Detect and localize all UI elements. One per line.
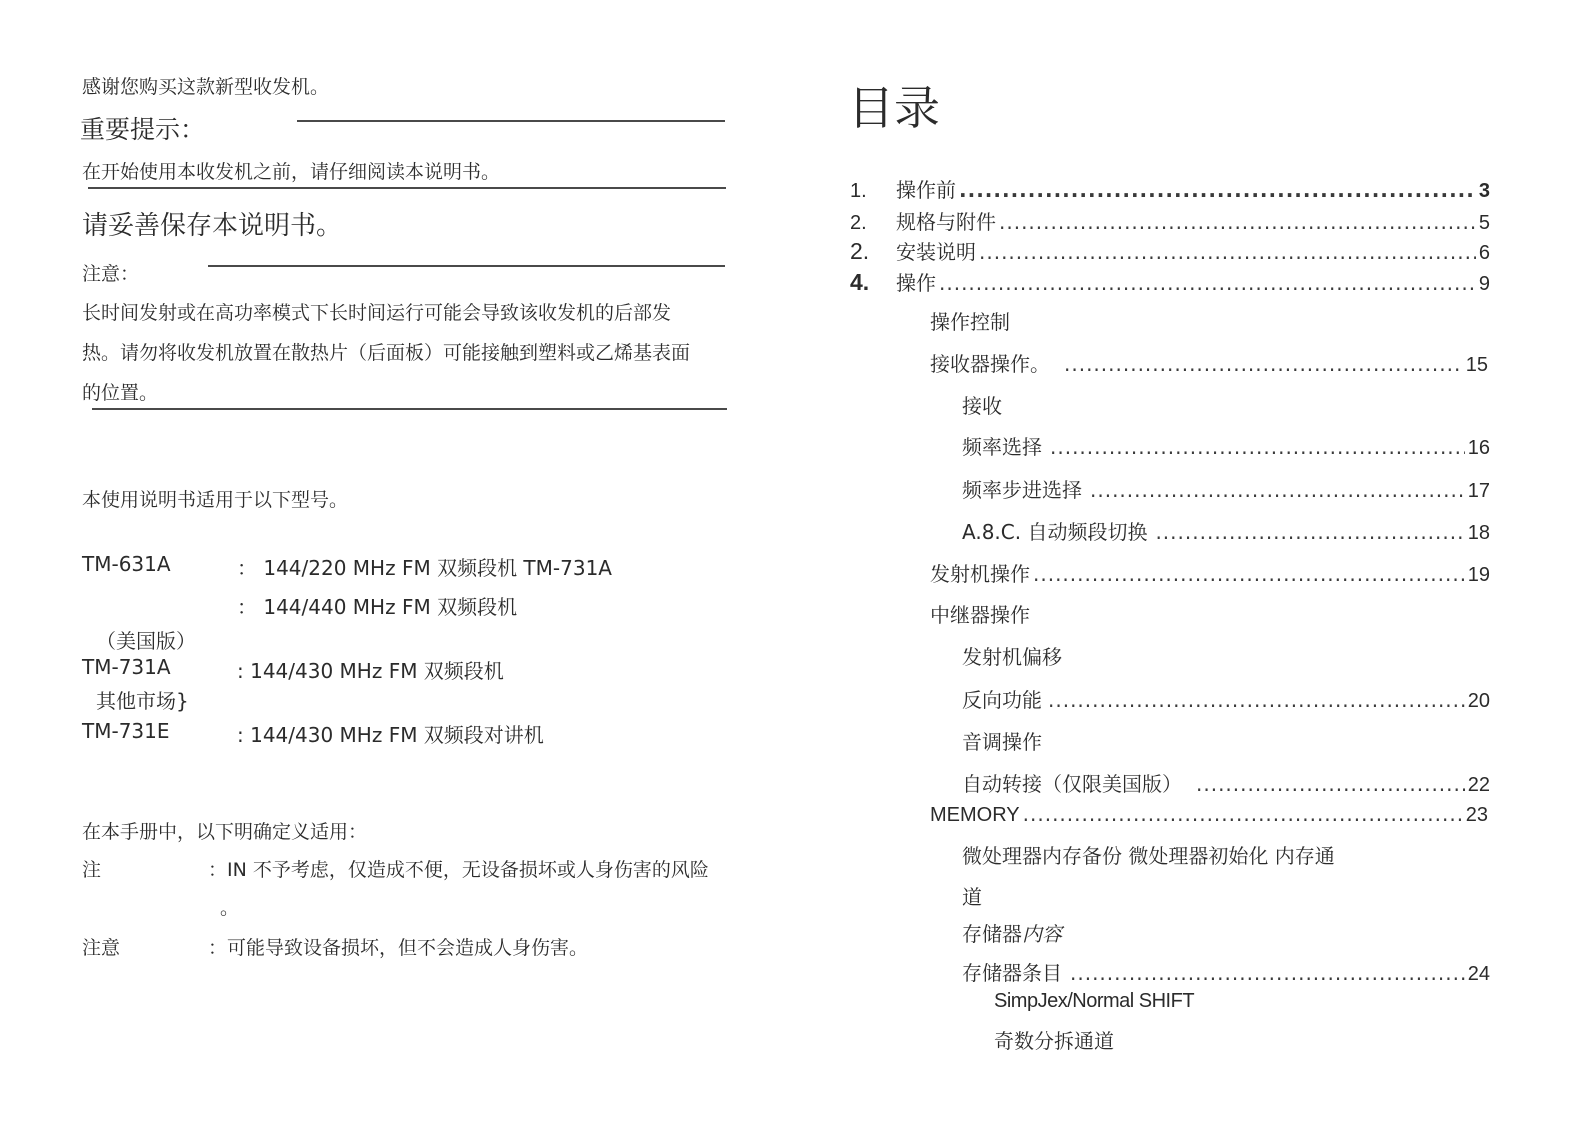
toc-entry-page: 17 <box>1467 480 1490 502</box>
toc-entry[interactable] <box>850 267 1490 296</box>
dot-leader <box>1090 478 1465 502</box>
dot-leader <box>939 271 1476 295</box>
toc-subheading[interactable]: 道 <box>962 885 982 909</box>
toc-subheading[interactable]: SimpJex/Normal SHIFT <box>994 990 1195 1012</box>
toc-entry[interactable] <box>962 768 1490 797</box>
toc-entry[interactable] <box>850 236 1490 265</box>
divider <box>92 408 727 410</box>
toc-subheading[interactable]: 音调操作 <box>962 730 1042 754</box>
toc-entry-page: 3 <box>1478 180 1490 202</box>
model-description: ： 144/440 MHz FM 双频段机 <box>237 595 518 619</box>
toc-title: 目录 <box>848 81 940 135</box>
important-heading: 重要提示： <box>80 115 206 144</box>
toc-entry-label: 规格与附件 <box>896 210 996 234</box>
toc-entry[interactable] <box>850 174 1490 203</box>
toc-entry-label: 操作 <box>896 271 936 295</box>
dot-leader <box>1155 520 1464 544</box>
keep-manual-heading: 请妥善保存本说明书。 <box>82 211 343 241</box>
divider <box>208 265 725 267</box>
toc-entry-label: 发射机操作 <box>930 562 1030 586</box>
toc-entry-label: 频率步进选择 <box>962 478 1082 502</box>
definitions-intro: 在本手册中，以下明确定义适用： <box>82 821 368 843</box>
caution-line: 长时间发射或在高功率模式下长时间运行可能会导致该收发机的后部发 <box>82 302 672 324</box>
model-description: ： 144/220 MHz FM 双频段机 TM-731A <box>237 556 612 580</box>
toc-entry-page: 9 <box>1478 273 1490 295</box>
definition-text: ：可能导致设备损坏，但不会造成人身伤害。 <box>208 937 589 959</box>
toc-subheading[interactable]: 奇数分拆通道 <box>994 1029 1114 1053</box>
toc-entry-label: 操作前 <box>896 178 956 202</box>
toc-subheading[interactable]: 微处理器内存备份 微处理器初始化 内存通 <box>962 844 1335 868</box>
toc-entry-page: 23 <box>1465 804 1488 826</box>
toc-entry-page: 16 <box>1467 437 1490 459</box>
definition-term: 注意 <box>82 937 121 959</box>
toc-entry-number: 1. <box>850 180 867 202</box>
toc-entry-label: 频率选择 <box>962 435 1042 459</box>
model-description: : 144/430 MHz FM 双频段机 <box>237 659 504 683</box>
caution-heading: 注意： <box>82 263 140 285</box>
dot-leader <box>1033 562 1465 586</box>
model-name: TM-731A <box>82 655 171 679</box>
toc-entry-label: 接收器操作。 <box>930 352 1050 376</box>
toc-subheading[interactable]: 接收 <box>962 394 1002 418</box>
important-text: 在开始使用本收发机之前，请仔细阅读本说明书。 <box>82 161 501 183</box>
toc-entry[interactable] <box>962 431 1490 460</box>
toc-entry-page: 5 <box>1478 212 1490 234</box>
toc-subheading[interactable] <box>962 918 1062 947</box>
toc-entry[interactable] <box>850 206 1490 235</box>
toc-entry-page: 15 <box>1465 354 1488 376</box>
toc-entry-number: 2. <box>850 212 867 234</box>
caution-line: 的位置。 <box>82 382 159 404</box>
divider <box>297 120 725 122</box>
toc-entry[interactable] <box>930 802 1488 827</box>
divider <box>88 187 726 189</box>
dot-leader <box>999 210 1476 234</box>
model-description: : 144/430 MHz FM 双频段对讲机 <box>237 723 544 747</box>
dot-leader <box>1064 352 1463 376</box>
toc-subheading[interactable]: 中继器操作 <box>930 603 1030 627</box>
toc-entry-number: 4. <box>850 269 870 295</box>
toc-entry-page: 20 <box>1467 690 1490 712</box>
toc-entry-page: 6 <box>1478 242 1490 264</box>
toc-subheading-part: 存储器 <box>962 922 1022 946</box>
dot-leader <box>1070 961 1465 985</box>
thanks-text: 感谢您购买这款新型收发机。 <box>82 76 330 98</box>
model-name: TM-631A <box>82 552 171 576</box>
toc-entry-label: MEMORY <box>930 804 1020 826</box>
toc-entry-label: 安装说明 <box>896 240 976 264</box>
applies-to-text: 本使用说明书适用于以下型号。 <box>82 489 349 511</box>
toc-entry[interactable] <box>962 684 1490 713</box>
toc-entry-page: 24 <box>1467 963 1490 985</box>
toc-entry[interactable] <box>930 348 1488 377</box>
dot-leader <box>979 240 1476 264</box>
toc-entry-page: 18 <box>1467 522 1490 544</box>
caution-line: 热。请勿将收发机放置在散热片（后面板）可能接触到塑料或乙烯基表面 <box>82 342 691 364</box>
toc-entry[interactable] <box>930 558 1490 587</box>
toc-entry[interactable] <box>962 957 1490 986</box>
toc-entry-label: A.8.C. 自动频段切换 <box>962 520 1148 544</box>
definition-text: ：IN 不予考虑，仅造成不便，无设备损坏或人身伤害的风险 <box>208 859 709 881</box>
toc-subheading[interactable]: 操作控制 <box>930 310 1010 334</box>
definition-text-continued: 。 <box>220 897 240 919</box>
toc-entry-label: 自动转接（仅限美国版） <box>962 772 1182 796</box>
toc-entry-page: 19 <box>1467 564 1490 586</box>
toc-entry-label: 存储器条目 <box>962 961 1062 985</box>
dot-leader <box>1023 802 1463 826</box>
dot-leader <box>959 178 1476 202</box>
toc-entry-number: 2. <box>850 238 870 264</box>
dot-leader <box>1048 688 1465 712</box>
dot-leader <box>1196 772 1465 796</box>
toc-entry-page: 22 <box>1467 774 1490 796</box>
dot-leader <box>1050 435 1465 459</box>
model-region: （美国版） <box>96 629 196 653</box>
toc-entry[interactable] <box>962 474 1490 503</box>
model-name: TM-731E <box>82 719 170 743</box>
toc-entry-label: 反向功能 <box>962 688 1042 712</box>
toc-entry[interactable] <box>962 516 1490 545</box>
model-region: 其他市场} <box>96 689 189 713</box>
toc-subheading-part: 内容 <box>1022 922 1062 946</box>
definition-term: 注 <box>82 859 102 881</box>
toc-subheading[interactable]: 发射机偏移 <box>962 645 1062 669</box>
